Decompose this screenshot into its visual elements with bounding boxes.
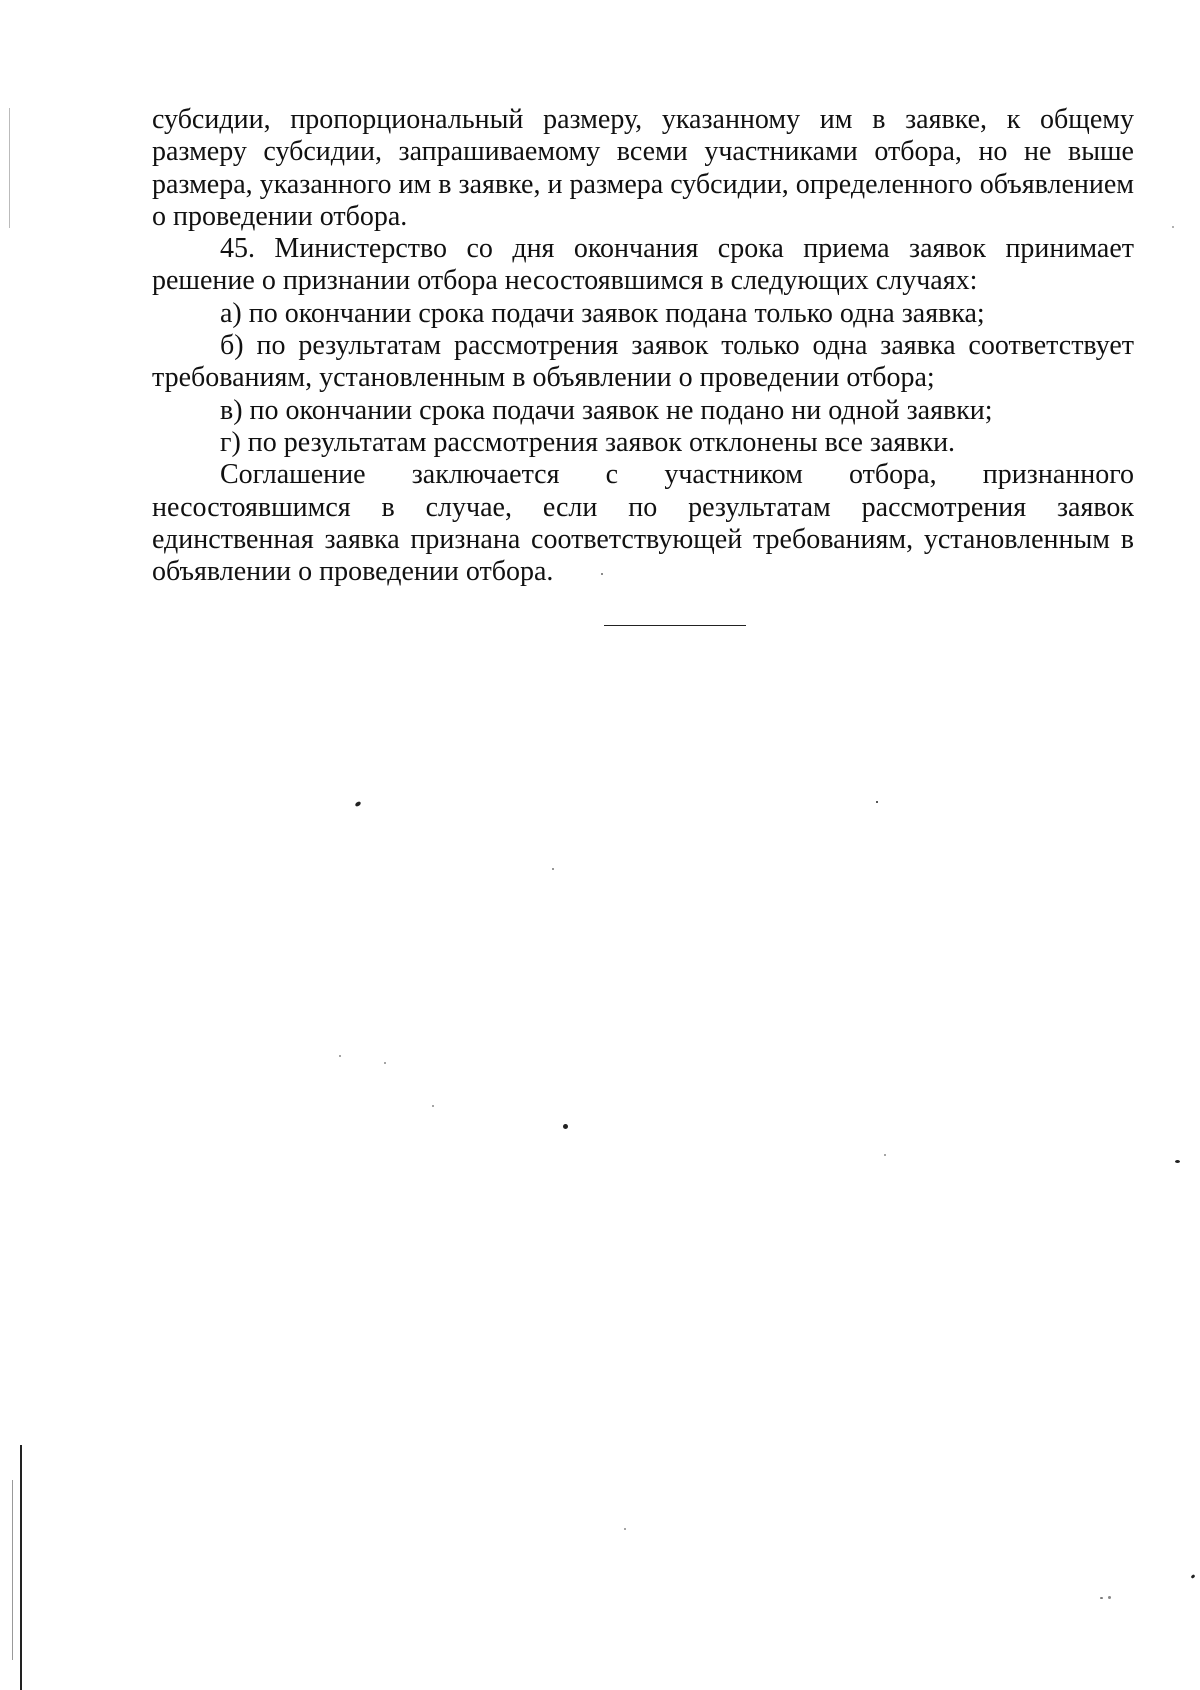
document-body [152, 104, 1134, 588]
scan-speck [552, 868, 554, 870]
scan-edge-line-top [9, 108, 10, 228]
list-item-g: г) по результатам рассмотрения заявок отклонены все заявки. [220, 426, 956, 458]
scan-speck [1172, 226, 1174, 228]
scan-speck [432, 1105, 434, 1107]
paragraph-continuation: субсидии, пропорциональный размеру, указанному им в заявке, к общему размеру субсидии, запрашиваемому всеми участниками отбора, но не выше размера, указанного им в заявке, и размера субсидии, определенного объявлением о проведении отбора. [152, 104, 1134, 232]
scan-speck [876, 801, 878, 803]
scan-speck [384, 1062, 386, 1064]
scan-speck [601, 573, 603, 575]
paragraph-agreement: Соглашение заключается с участником отбора, признанного несостоявшимся в случае, если по результатам рассмотрения заявок единственная заявка признана соответствующей требованиям, установленным в объявлении о проведении отбора. [152, 459, 1134, 588]
scan-speck [1100, 1597, 1103, 1599]
scan-speck [1191, 1574, 1196, 1579]
paragraph-item-45: 45. Министерство со дня окончания срока приема заявок принимает решение о признании отбора несостоявшимся в следующих случаях: [152, 233, 1134, 297]
scan-speck [339, 1055, 341, 1057]
scan-speck [624, 1528, 626, 1530]
list-item-b: б) по результатам рассмотрения заявок только одна заявка соответствует требованиям, установленным в объявлении о проведении отбора; [152, 330, 1134, 394]
list-item-a: а) по окончании срока подачи заявок подана только одна заявка; [220, 297, 985, 329]
scan-speck [884, 1154, 886, 1156]
list-item-v: в) по окончании срока подачи заявок не подано ни одной заявки; [220, 394, 993, 426]
scan-edge-line-bottom [20, 1445, 22, 1690]
scan-speck [1175, 1160, 1180, 1163]
end-of-text-rule [604, 625, 746, 626]
scan-speck [563, 1124, 568, 1129]
scan-speck [354, 801, 361, 808]
scan-speck [1108, 1596, 1111, 1599]
scan-edge-line-bottom-faint [12, 1480, 13, 1660]
